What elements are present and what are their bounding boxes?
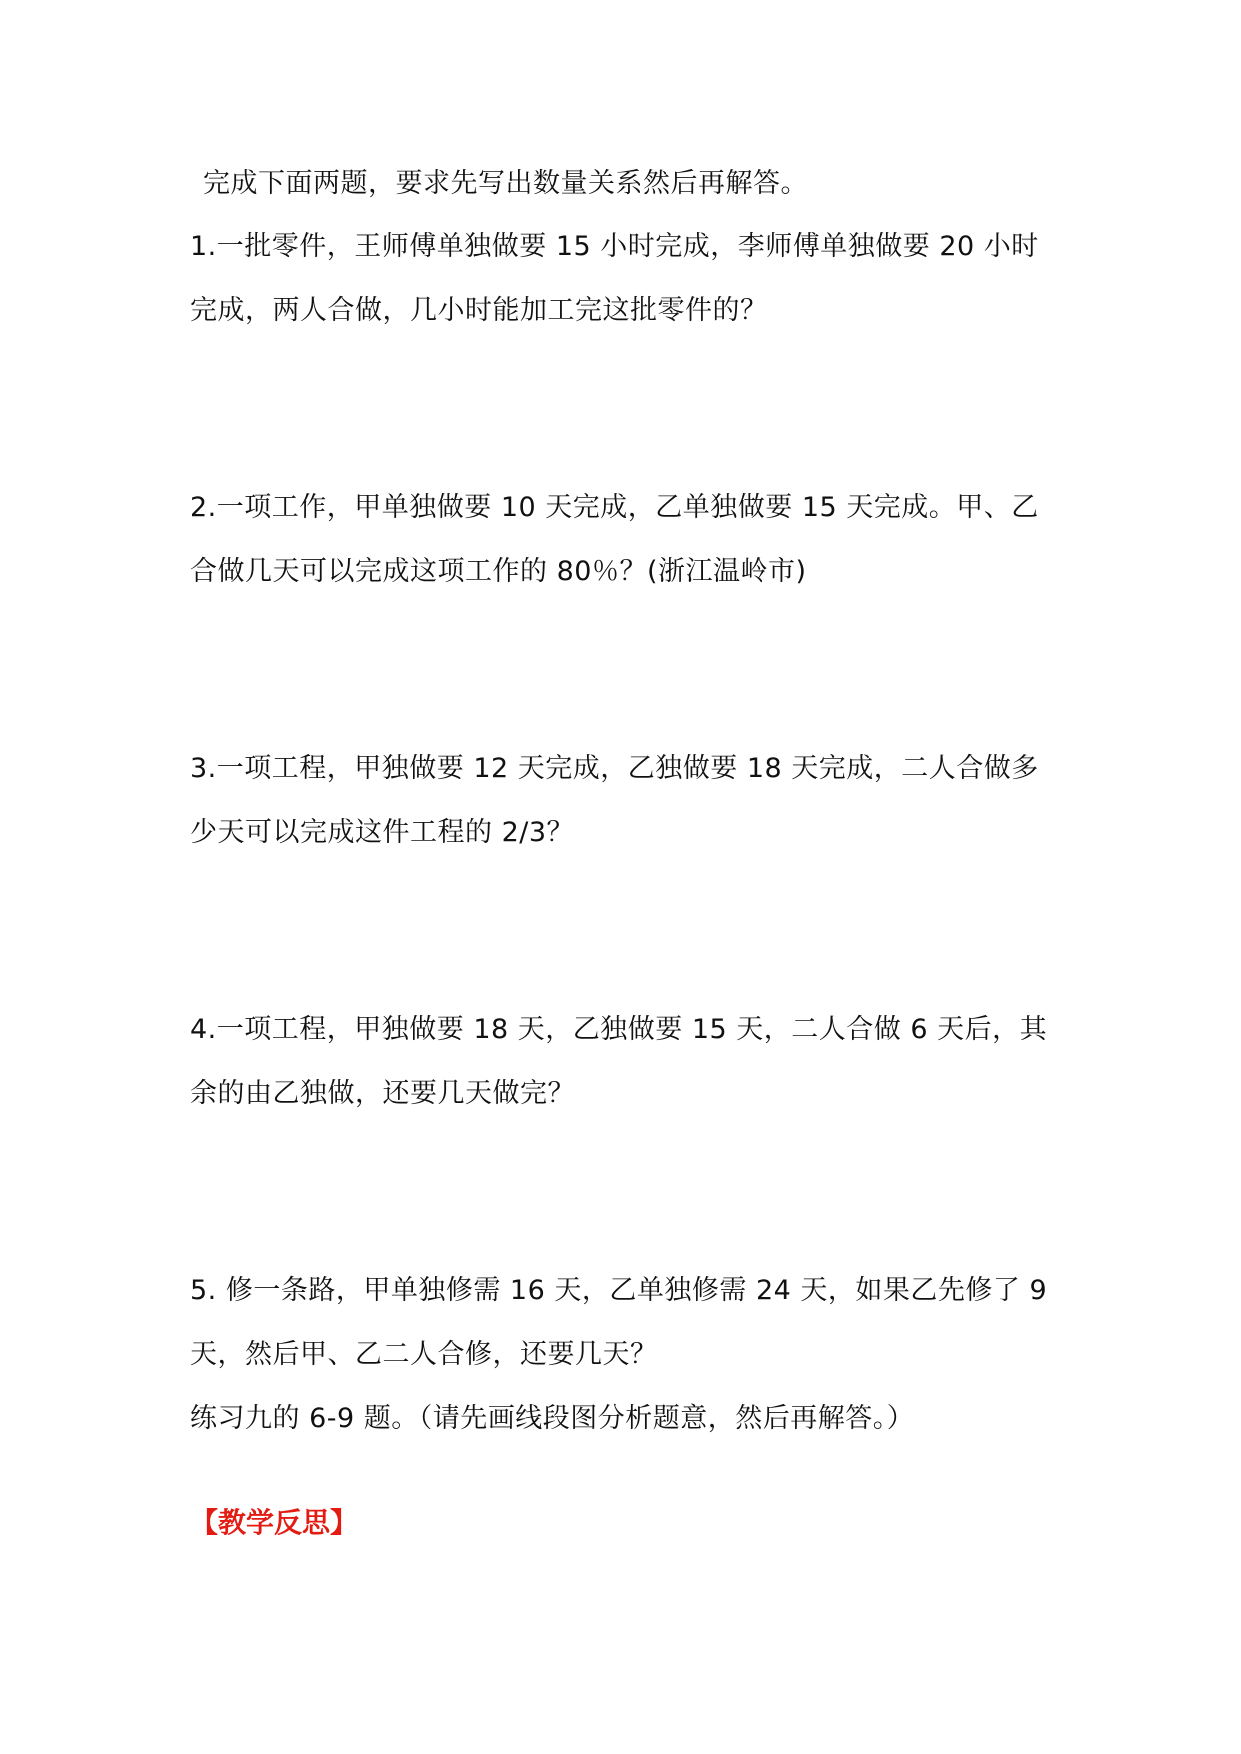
problem-4-line-2: 余的由乙独做，还要几天做完？ xyxy=(190,1078,575,1109)
problem-2-line-2: 合做几天可以完成这项工作的 80％？(浙江温岭市) xyxy=(190,556,807,587)
problem-3-line-1: 3.一项工程，甲独做要 12 天完成，乙独做要 18 天完成，二人合做多 xyxy=(190,753,1039,784)
problem-5-line-1: 5. 修一条路，甲单独修需 16 天，乙单独修需 24 天，如果乙先修了 9 xyxy=(190,1275,1048,1306)
problem-1-line-2: 完成，两人合做，几小时能加工完这批零件的？ xyxy=(190,295,768,326)
problem-2-line-1: 2.一项工作，甲单独做要 10 天完成，乙单独做要 15 天完成。甲、乙 xyxy=(190,492,1039,523)
practice-note: 练习九的 6-9 题。（请先画线段图分析题意，然后再解答。） xyxy=(190,1403,915,1434)
reflection-heading: 【教学反思】 xyxy=(190,1506,359,1539)
problem-1-line-1: 1.一批零件，王师傅单独做要 15 小时完成，李师傅单独做要 20 小时 xyxy=(190,231,1039,262)
problem-4-line-1: 4.一项工程，甲独做要 18 天，乙独做要 15 天，二人合做 6 天后，其 xyxy=(190,1014,1048,1045)
problem-5-line-2: 天，然后甲、乙二人合修，还要几天？ xyxy=(190,1339,658,1370)
intro-instruction: 完成下面两题，要求先写出数量关系然后再解答。 xyxy=(203,168,808,199)
problem-3-line-2: 少天可以完成这件工程的 2/3？ xyxy=(190,817,575,848)
